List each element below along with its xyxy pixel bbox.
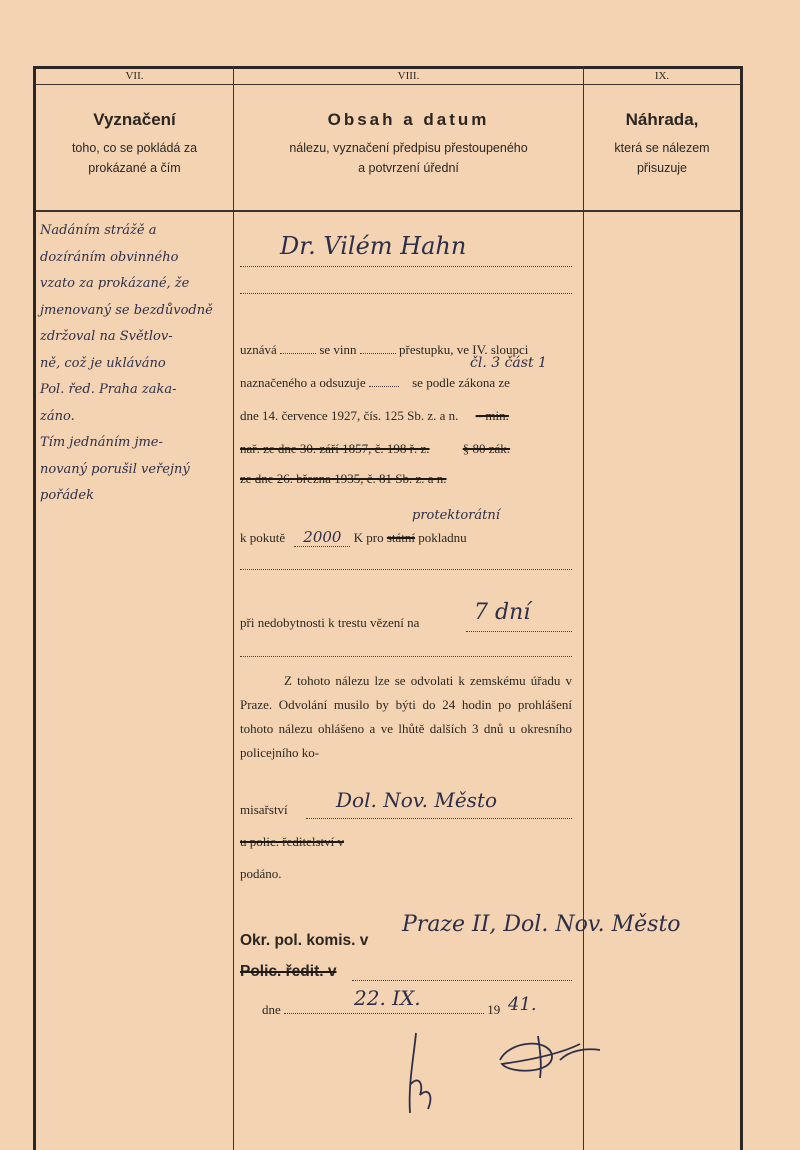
signature-flourish: [490, 1030, 610, 1085]
hw-line: Pol. řed. Praha zaka-: [40, 382, 177, 397]
hw-line: pořádek: [40, 488, 95, 503]
header-rule: [36, 210, 740, 212]
podano-line: [240, 866, 572, 882]
fine-amount-handwritten: 2000: [294, 528, 350, 547]
appeal-paragraph: Z tohoto nálezu lze se odvolati k zemskému úřadu v Praze. Odvolání musilo by býti do 24 hodin po prohlášení tohoto nálezu ohlášeno a ve lhůtě dalších 3 dnů u okresního policejního ko-: [240, 673, 572, 760]
column-header-ix: [584, 110, 740, 178]
office-label: Okr. pol. komis. v: [240, 932, 369, 949]
law-clause-handwritten: čl. 3 část 1: [470, 355, 547, 371]
column-header-vii: [36, 110, 233, 178]
left-handwritten-text: [40, 218, 230, 510]
column-subtitle: toho, co se pokládá za: [71, 141, 198, 155]
column-title: Náhrada,: [625, 110, 699, 129]
sentence-line: [240, 375, 572, 391]
se-vinn-label: se vinn: [319, 342, 357, 357]
column-numeral-ix: IX.: [654, 70, 670, 82]
column-subtitle: a potvrzení úřední: [358, 161, 459, 175]
office-line: [240, 932, 368, 950]
law-1935-line: [240, 471, 572, 487]
law-1935-label: ze dne 26. března 1935, č. 81 Sb. z. a n.: [240, 471, 447, 486]
fine-line: [240, 528, 572, 547]
column-title: Vyznačení: [93, 110, 176, 129]
hw-line: vzato za prokázané, že: [40, 276, 190, 291]
place-handwritten: Praze II, Dol. Nov. Město: [402, 912, 681, 937]
fund-handwritten: protektorátní: [412, 508, 500, 523]
name-handwritten: Dr. Vilém Hahn: [280, 232, 467, 260]
column-numeral-vii: VII.: [125, 70, 144, 82]
year-prefix: 19: [487, 1002, 501, 1017]
date-label: dne: [262, 1002, 281, 1017]
days-handwritten: 7 dní: [474, 600, 531, 625]
date-handwritten: 22. IX.: [354, 986, 421, 1010]
law-1927-label: dne 14. července 1927, čís. 125 Sb. z. a n.: [240, 408, 459, 423]
column-subtitle: přisuzuje: [636, 161, 688, 175]
min-label: – min.: [475, 408, 509, 423]
polic-redit-label: Polic. ředit. v: [240, 963, 337, 980]
column-divider: [583, 66, 584, 1150]
polic-redit-line: [240, 963, 336, 981]
pokladnu-label: pokladnu: [418, 530, 467, 545]
law-1857-line: [240, 441, 572, 457]
column-subtitle: prokázané a čím: [88, 161, 181, 175]
podle-label: se podle zákona ze: [412, 375, 510, 390]
par80-label: § 80 zák.: [462, 441, 511, 456]
dotted-rule: [240, 293, 572, 294]
column-title: Obsah a datum: [327, 110, 490, 129]
podano-label: podáno.: [240, 866, 282, 881]
law-1857-label: nař. ze dne 30. září 1857, č. 198 ř. z.: [240, 441, 430, 456]
hw-line: dozíráním obvinného: [40, 249, 179, 265]
hw-line: Tím jednáním jme-: [40, 435, 163, 450]
law-1927-line: [240, 408, 572, 424]
dotted-rule: [240, 266, 572, 267]
dotted-rule: [352, 980, 572, 981]
column-subtitle: nálezu, vyznačení předpisu přestoupeného: [289, 141, 528, 155]
hw-line: Nadáním strážě a: [40, 223, 157, 238]
naznaceneho-label: naznačeného a odsuzuje: [240, 375, 366, 390]
dotted-rule: [240, 656, 572, 657]
polic-red-line: [240, 834, 572, 850]
fine-label: k pokutě: [240, 530, 286, 545]
prison-label: při nedobytnosti k trestu vězení na: [240, 615, 420, 630]
statni-label: státní: [386, 530, 416, 545]
currency-label: K pro: [353, 530, 384, 545]
komisarstvi-label: misařství: [240, 802, 288, 817]
hw-line: záno.: [40, 408, 75, 424]
dotted-rule: [306, 818, 572, 819]
column-divider: [233, 66, 234, 1150]
signature-mark: [398, 1025, 448, 1120]
hw-line: novaný porušil veřejný: [40, 461, 190, 477]
year-handwritten: 41.: [508, 994, 537, 1015]
hw-line: zdržoval na Světlov-: [40, 329, 173, 344]
prestupek-label: přestupku, ve IV. sloupci: [399, 342, 529, 357]
uznava-label: uznává: [240, 342, 277, 357]
column-numeral-viii: VIII.: [397, 70, 420, 82]
numeral-rule: [36, 84, 740, 85]
polic-red-label: u polic. ředitelství v: [240, 834, 344, 849]
column-header-viii: [234, 110, 583, 178]
hw-line: jmenovaný se bezdůvodně: [40, 302, 213, 318]
hw-line: ně, což je ukláváno: [40, 355, 166, 371]
column-subtitle: která se nálezem: [614, 141, 710, 155]
komisarstvi-handwritten: Dol. Nov. Město: [336, 788, 498, 812]
dotted-rule: [466, 631, 572, 632]
dotted-rule: [240, 569, 572, 570]
